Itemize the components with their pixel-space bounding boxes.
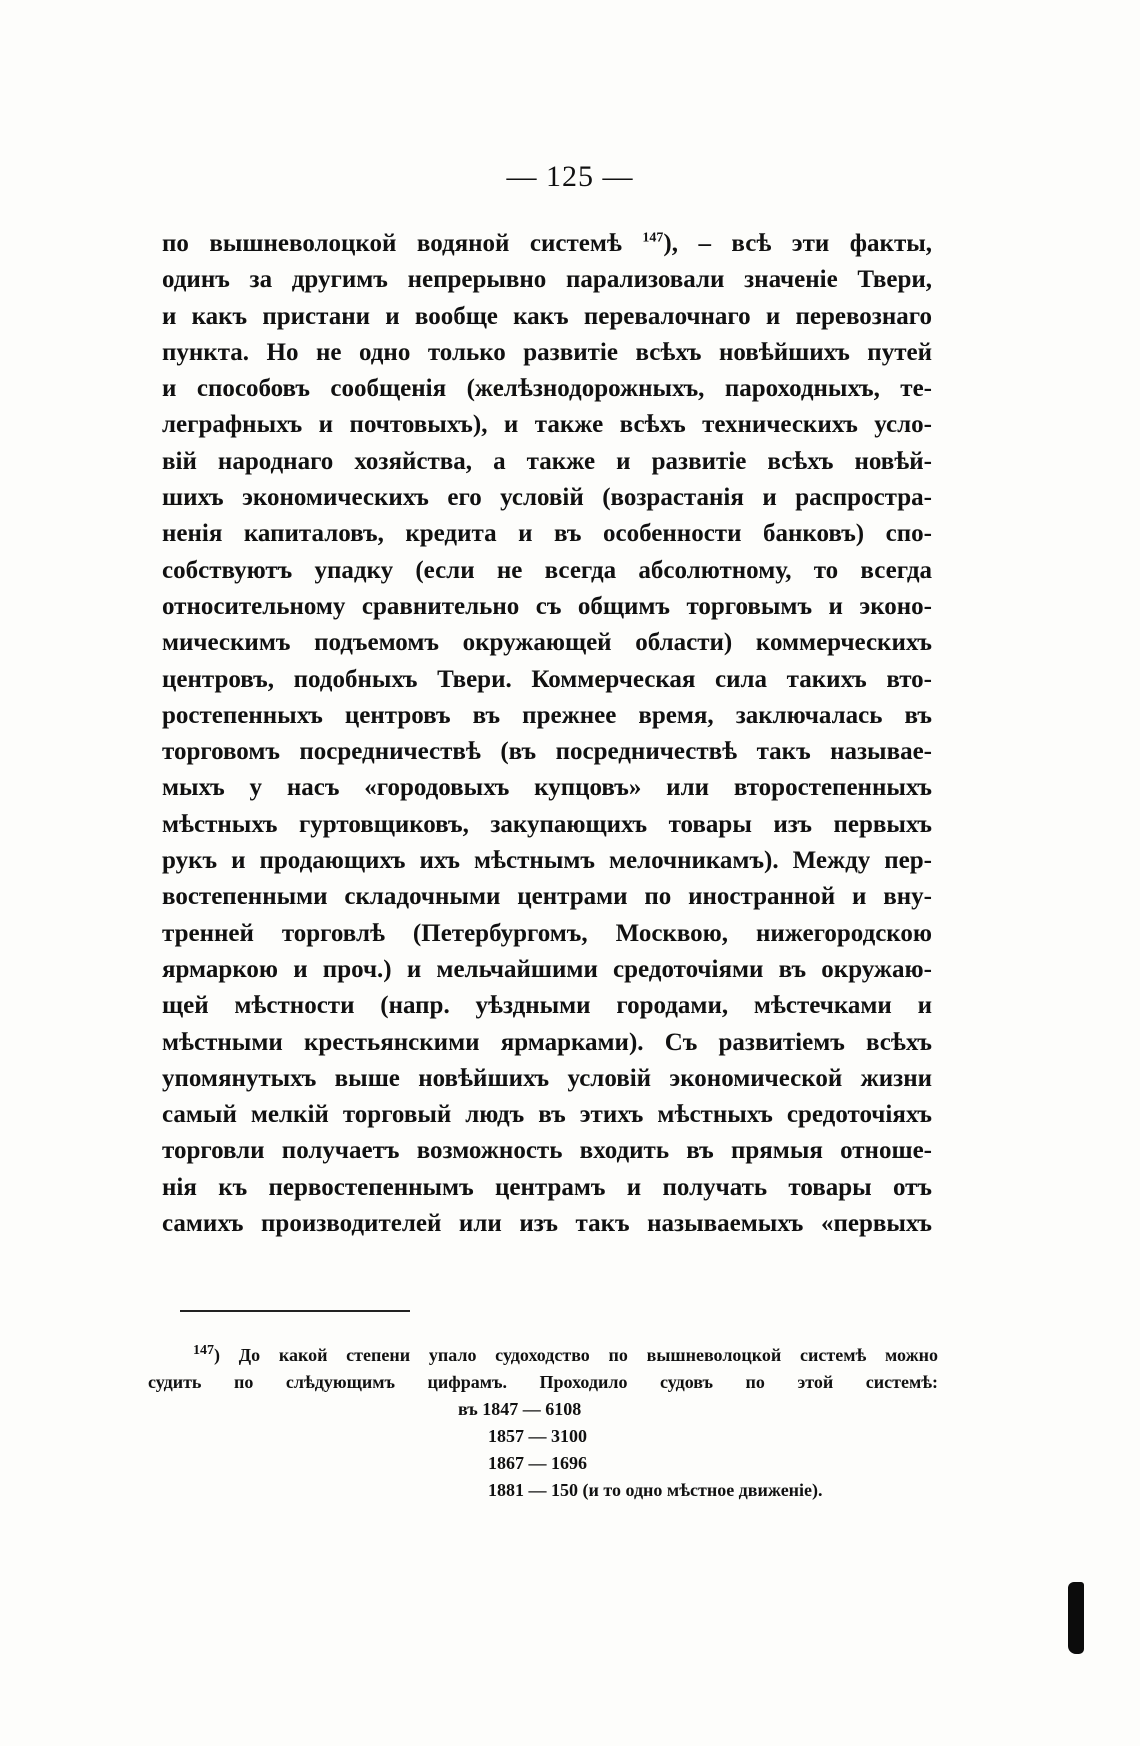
page-number: — 125 — (506, 160, 634, 193)
text-line: одинъ за другимъ непрерывно парализовали значенie Твери, (162, 266, 932, 294)
text-line: и какъ пристани и вообще какъ перевалочнаго и перевознаго (162, 302, 932, 330)
footnote-separator (180, 1310, 410, 1312)
text-line: востепенными складочными центрами по иностранной и вну- (162, 883, 932, 911)
footnote-year-row: 1881 — 150 (и то одно мѣстное движенie). (488, 1480, 823, 1500)
text-line: пункта. Но не одно только развитie всѣхъ новѣйшихъ путей (162, 338, 932, 366)
scan-ink-blot (1068, 1582, 1084, 1654)
main-text-block (162, 226, 932, 1242)
text-line: мическимъ подъемомъ окружающей области) коммерческихъ (162, 629, 932, 657)
text-line: рукъ и продающихъ ихъ мѣстнымъ мелочникамъ). Между пер- (162, 847, 932, 875)
footnote-line (148, 1342, 938, 1369)
text-line: собствуютъ упадку (если не всегда абсолютному, то всегда (162, 556, 932, 584)
footnote-reference[interactable]: 147 (642, 230, 664, 246)
text-line: нiя къ первостепеннымъ центрамъ и получать товары отъ (162, 1173, 932, 1201)
footnote-year-row: въ 1847 — 6108 (458, 1399, 582, 1419)
text-line: ненiя капиталовъ, кредита и въ особенности банковъ) спо- (162, 520, 932, 548)
text-line: ростепенныхъ центровъ въ прежнее время, заключалась въ (162, 701, 932, 729)
text-line: леграфныхъ и почтовыхъ), и также всѣхъ техническихъ усло- (162, 411, 932, 439)
text-line: и способовъ сообщенiя (желѣзнодорожныхъ, пароходныхъ, те- (162, 375, 932, 403)
text-line: центровъ, подобныхъ Твери. Коммерческая сила такихъ вто- (162, 665, 932, 693)
text-line: вiй народнаго хозяйства, а также и развитie всѣхъ новѣй- (162, 447, 932, 475)
text-line: мыхъ у насъ «городовыхъ купцовъ» или второстепенныхъ (162, 774, 932, 802)
text-line: тренней торговлѣ (Петербургомъ, Москвою, нижегородскою (162, 919, 932, 947)
footnote-line-text: ) До какой степени упало судоходство по вышневолоцкой системѣ можно (214, 1345, 938, 1365)
text-line: самихъ производителей или изъ такъ называемыхъ «первыхъ (162, 1210, 932, 1238)
text-line: щей мѣстности (напр. уѣздными городами, мѣстечками и (162, 992, 932, 1020)
footnote-year-row: 1857 — 3100 (488, 1426, 587, 1446)
text-line: мѣстными крестьянскими ярмарками). Съ развитieмъ всѣхъ (162, 1028, 932, 1056)
text-line: торговли получаетъ возможность входить въ прямыя отноше- (162, 1137, 932, 1165)
text-line-content: по вышневолоцкой водяной системѣ (162, 230, 622, 257)
text-line: торговомъ посредничествѣ (въ посредничествѣ такъ называе- (162, 738, 932, 766)
text-line: относительному сравнительно съ общимъ торговымъ и эконо- (162, 592, 932, 620)
text-line: мѣстныхъ гуртовщиковъ, закупающихъ товары изъ первыхъ (162, 810, 932, 838)
footnote-year-row: 1867 — 1696 (488, 1453, 587, 1473)
text-line: шихъ экономическихъ его условiй (возрастанiя и распростра- (162, 484, 932, 512)
footnote-line: судить по слѣдующимъ цифрамъ. Проходило судовъ по этой системѣ: (148, 1372, 938, 1392)
text-line-continuation: ), – всѣ эти факты, (663, 230, 932, 257)
footnote-block (148, 1342, 938, 1504)
text-line: ярмаркою и проч.) и мельчайшими средоточiями въ окружаю- (162, 955, 932, 983)
text-line (162, 226, 932, 262)
footnote-marker: 147 (193, 1343, 214, 1358)
text-line: самый мелкiй торговый людъ въ этихъ мѣстныхъ средоточiяхъ (162, 1101, 932, 1129)
text-line: упомянутыхъ выше новѣйшихъ условiй экономической жизни (162, 1064, 932, 1092)
